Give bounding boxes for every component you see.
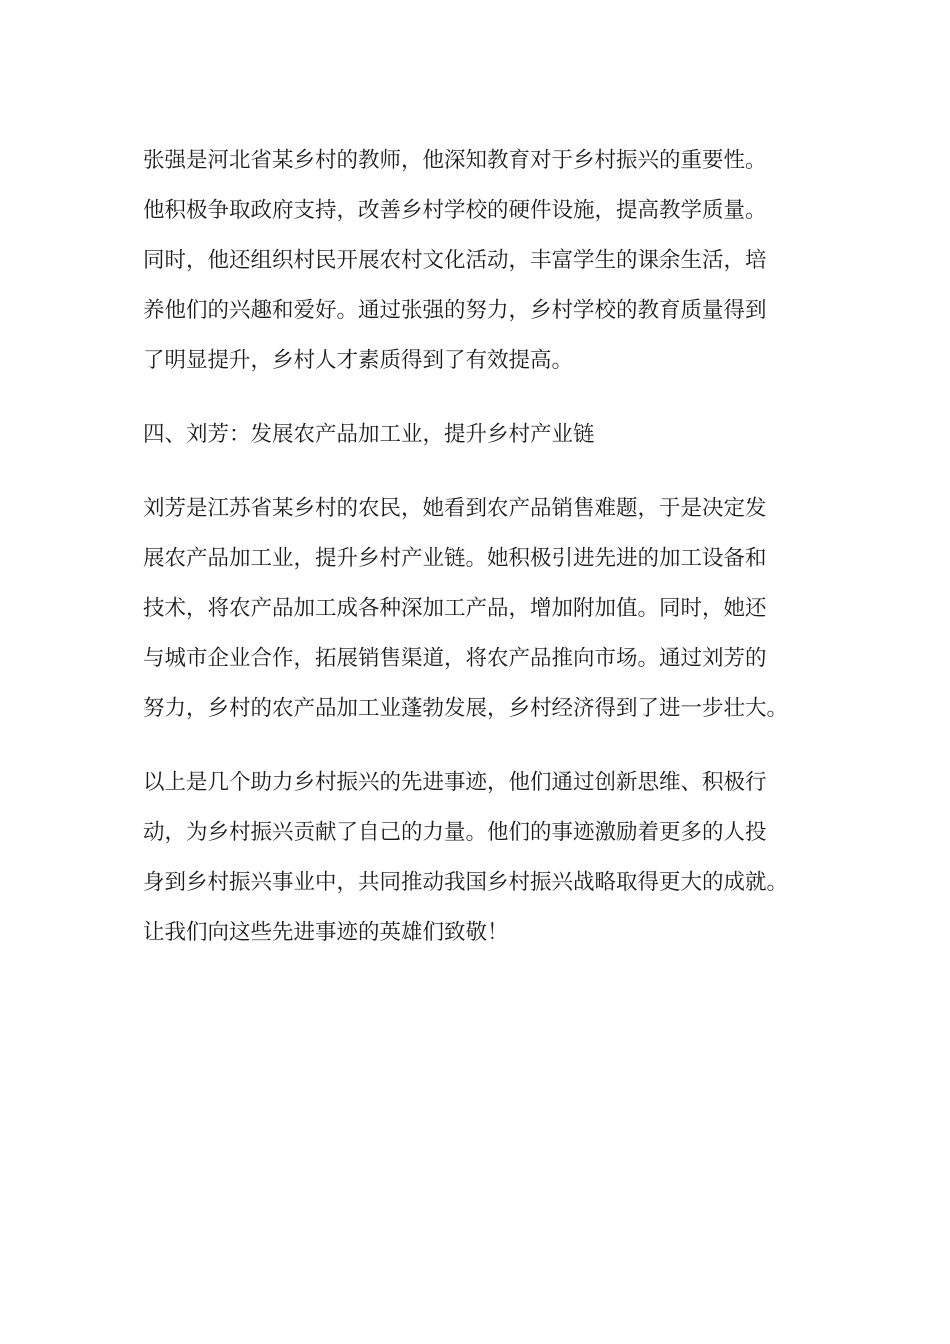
text-line: 让我们向这些先进事迹的英雄们致敬！ <box>143 920 509 945</box>
paragraph-conclusion <box>143 758 833 958</box>
text-line: 努力，乡村的农产品加工业蓬勃发展，乡村经济得到了进一步壮大。 <box>143 696 789 721</box>
text-line: 张强是河北省某乡村的教师，他深知教育对于乡村振兴的重要性。 <box>143 148 767 173</box>
section-heading-liu-fang <box>143 410 833 460</box>
text-line: 养他们的兴趣和爱好。通过张强的努力，乡村学校的教育质量得到 <box>143 298 767 323</box>
text-line: 展农产品加工业，提升乡村产业链。她积极引进先进的加工设备和 <box>143 546 767 571</box>
document-body <box>143 136 833 958</box>
text-line: 与城市企业合作，拓展销售渠道，将农产品推向市场。通过刘芳的 <box>143 646 767 671</box>
section-heading: 四、刘芳：发展农产品加工业，提升乡村产业链 <box>143 422 595 447</box>
paragraph-liu-fang <box>143 484 833 734</box>
paragraph-gap <box>143 734 833 758</box>
paragraph-gap <box>143 460 833 484</box>
text-line: 刘芳是江苏省某乡村的农民，她看到农产品销售难题，于是决定发 <box>143 496 767 521</box>
text-line: 以上是几个助力乡村振兴的先进事迹，他们通过创新思维、积极行 <box>143 770 767 795</box>
text-line: 同时，他还组织村民开展农村文化活动，丰富学生的课余生活，培 <box>143 248 767 273</box>
paragraph-zhang-qiang <box>143 136 833 386</box>
text-line: 技术，将农产品加工成各种深加工产品，增加附加值。同时，她还 <box>143 596 767 621</box>
text-line: 了明显提升，乡村人才素质得到了有效提高。 <box>143 348 574 373</box>
text-line: 动，为乡村振兴贡献了自己的力量。他们的事迹激励着更多的人投 <box>143 820 767 845</box>
paragraph-gap <box>143 386 833 410</box>
text-line: 身到乡村振兴事业中，共同推动我国乡村振兴战略取得更大的成就。 <box>143 870 789 895</box>
text-line: 他积极争取政府支持，改善乡村学校的硬件设施，提高教学质量。 <box>143 198 767 223</box>
